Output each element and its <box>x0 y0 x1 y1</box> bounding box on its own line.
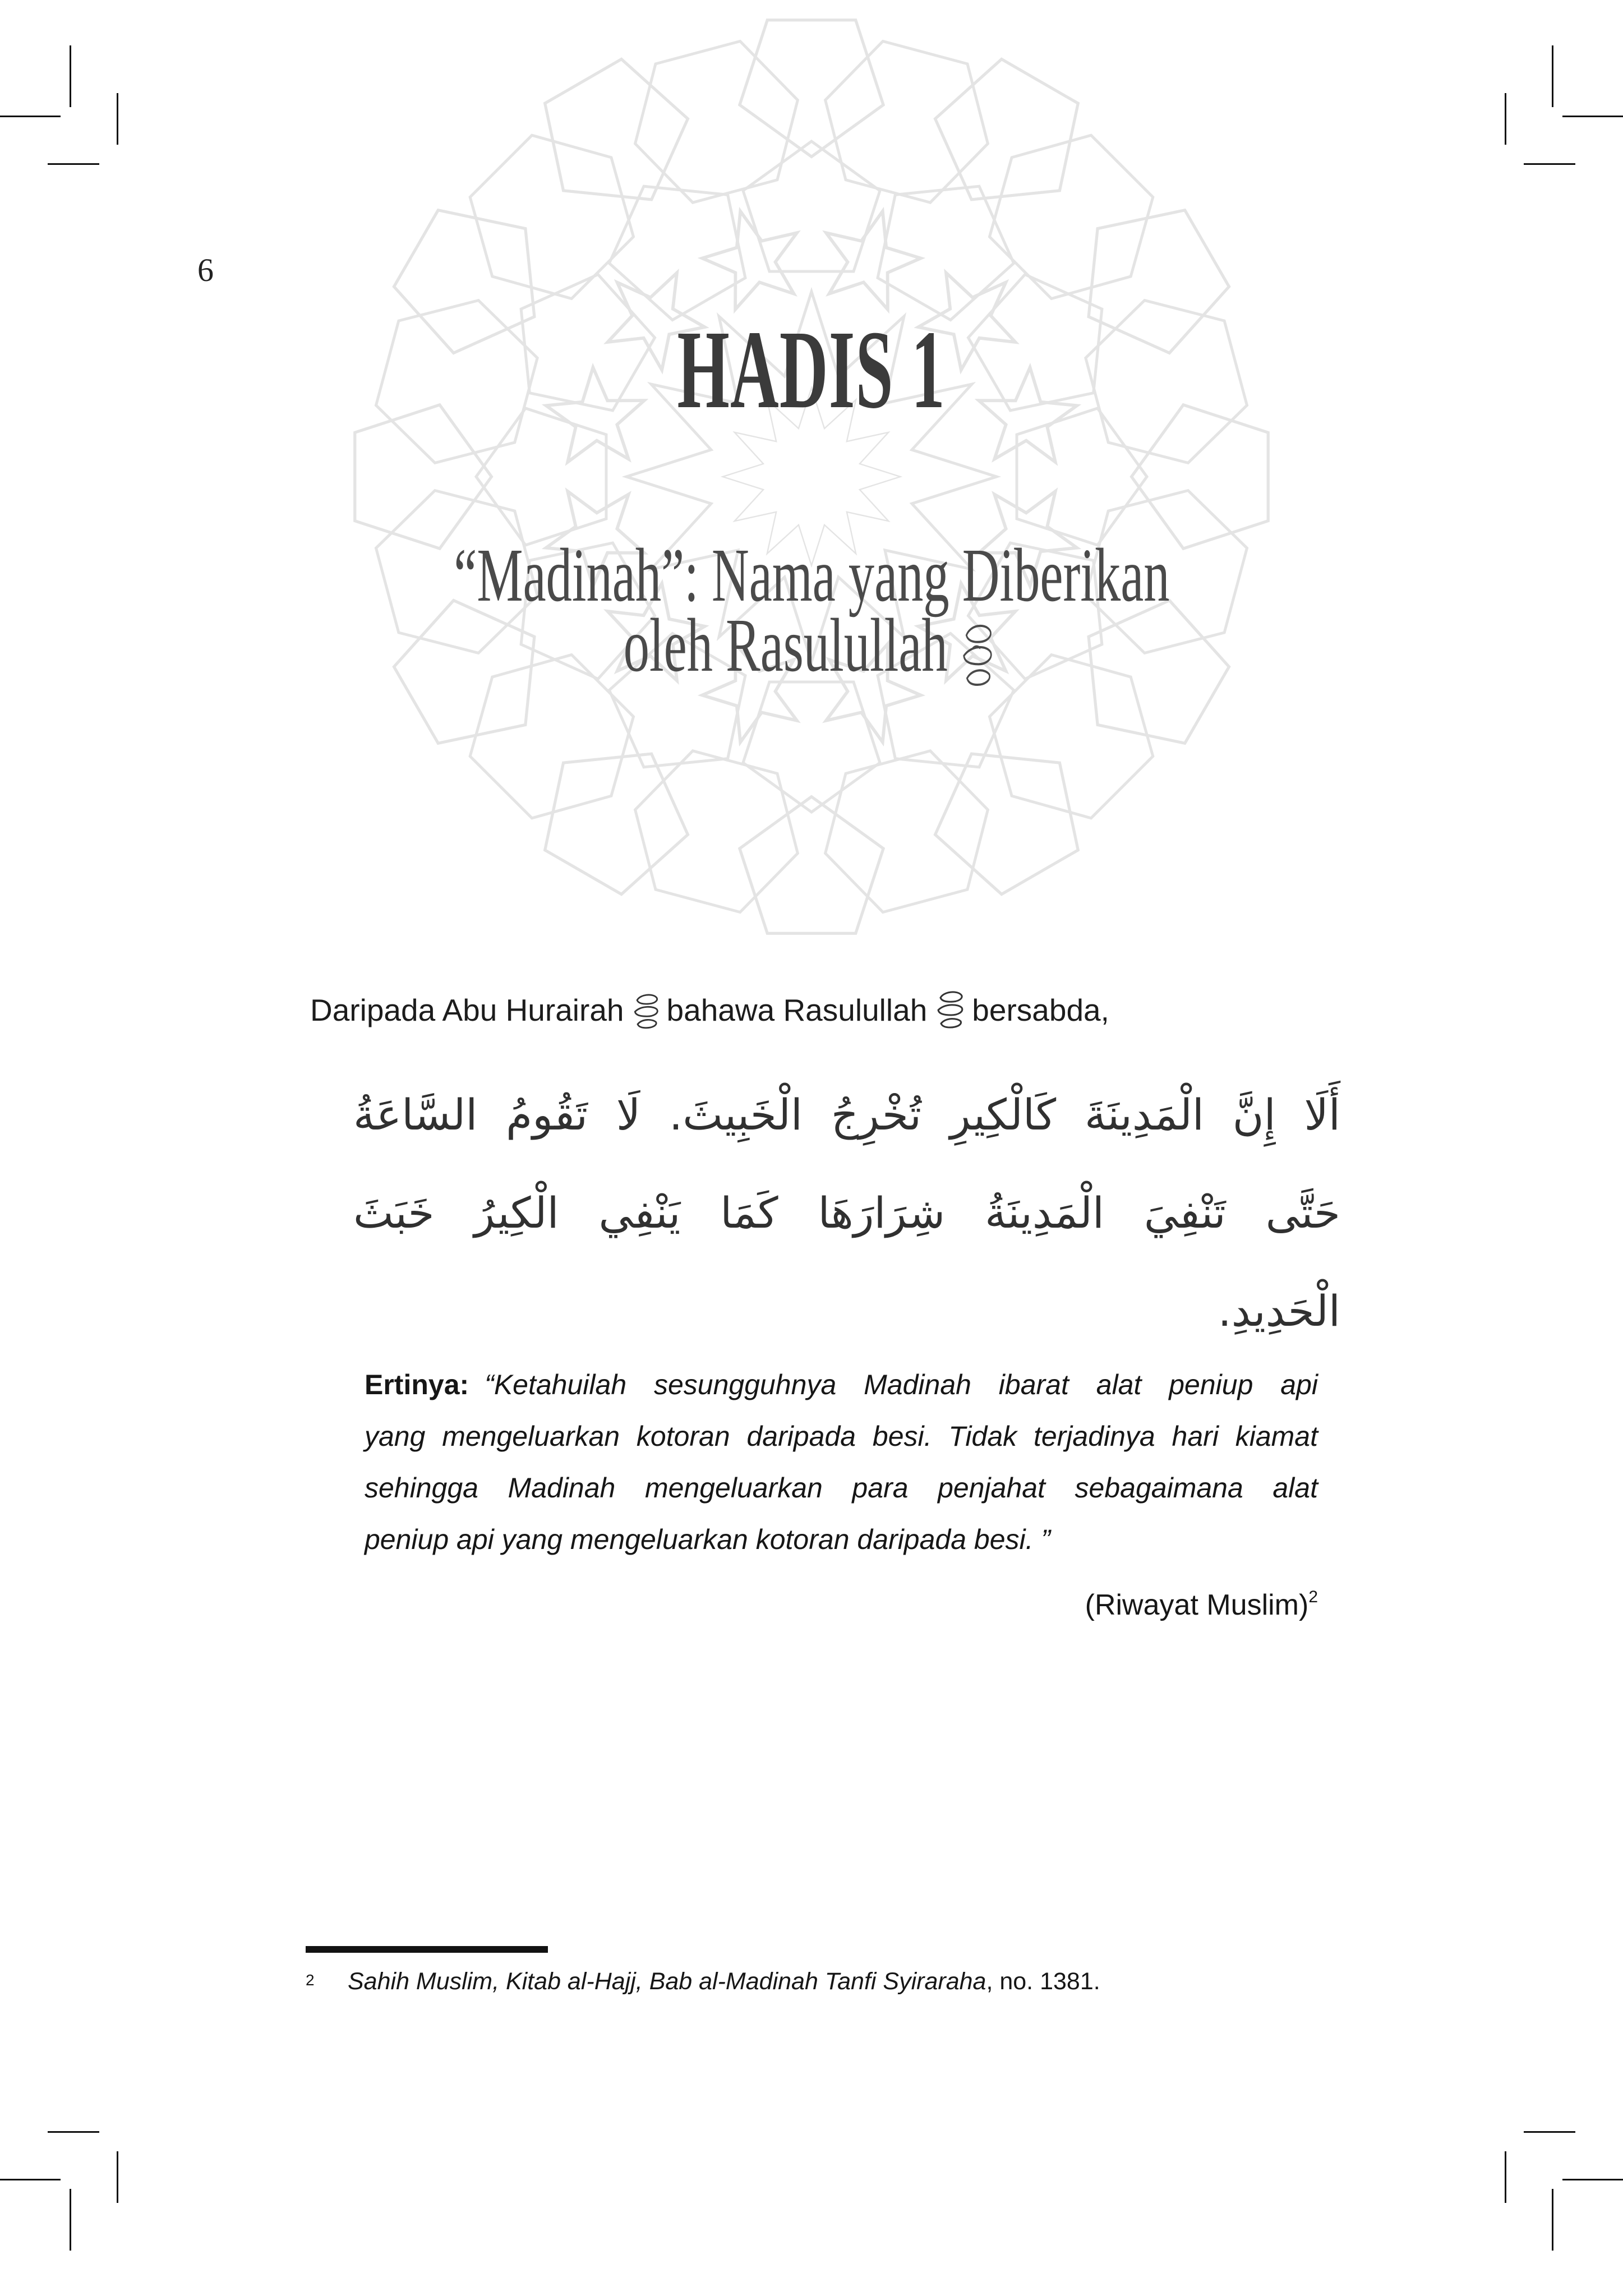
narration-part1: Daripada Abu Hurairah <box>310 993 624 1027</box>
subtitle-line2: oleh Rasulullah <box>623 603 948 688</box>
hadith-source <box>365 1580 1318 1622</box>
footnote-reference-italic: Sahih Muslim, Kitab al-Hajj, Bab al-Madinah Tanfi Syiraraha <box>348 1968 986 1995</box>
crop-mark <box>1505 93 1506 145</box>
chapter-subtitle <box>0 533 1623 688</box>
crop-mark <box>1552 45 1553 107</box>
crop-mark <box>1524 2131 1575 2133</box>
crop-mark <box>0 2179 61 2180</box>
hadith-translation <box>365 1359 1318 1565</box>
hadith-arabic-line2: حَتَّى تَنْفِيَ الْمَدِينَةُ شِرَارَهَا كَمَا يَنْفِي الْكِيرُ خَبَثَ <box>353 1188 1340 1238</box>
translation-line4: peniup api yang mengeluarkan kotoran daripada besi. ” <box>365 1524 1051 1555</box>
radiallahu-anhu-icon <box>630 992 661 1030</box>
ertinya-label: Ertinya: <box>365 1369 469 1400</box>
chapter-title <box>0 308 1623 432</box>
narration-part3: bersabda, <box>972 993 1109 1027</box>
footnote <box>306 1966 1340 1997</box>
footnote-marker: 2 <box>306 1971 315 1989</box>
subtitle-line1: “Madinah”: Nama yang Diberikan <box>453 533 1170 617</box>
footnote-ref: 2 <box>1308 1588 1318 1606</box>
crop-mark <box>1524 163 1575 165</box>
crop-mark <box>70 2189 71 2251</box>
crop-mark <box>70 45 71 107</box>
crop-mark <box>1552 2189 1553 2251</box>
translation-line3: sehingga Madinah mengeluarkan para penjahat sebagaimana alat <box>365 1472 1318 1504</box>
crop-mark <box>1505 2151 1506 2203</box>
sallallahu-alayhi-wasallam-icon <box>933 988 966 1030</box>
crop-mark <box>48 163 99 165</box>
sallallahu-alayhi-wasallam-icon <box>957 620 995 688</box>
hadith-arabic <box>353 1066 1340 1360</box>
crop-mark <box>1562 116 1623 117</box>
narration-part2: bahawa Rasulullah <box>666 993 928 1027</box>
crop-mark <box>117 2151 118 2203</box>
crop-mark <box>1562 2179 1623 2180</box>
page-number: 6 <box>197 252 214 288</box>
crop-mark <box>0 116 61 117</box>
hadith-arabic-line1: أَلَا إِنَّ الْمَدِينَةَ كَالْكِيرِ تُخْرِجُ الْخَبِيثَ. لَا تَقُومُ السَّاعَةُ <box>353 1090 1340 1140</box>
islamic-geometric-pattern <box>307 11 1316 942</box>
translation-line2: yang mengeluarkan kotoran daripada besi. Tidak terjadinya hari kiamat <box>365 1421 1318 1452</box>
crop-mark <box>117 93 118 145</box>
crop-mark <box>48 2131 99 2133</box>
chapter-title-text: HADIS 1 <box>677 308 946 432</box>
footnote-rule <box>306 1946 548 1953</box>
footnote-reference-number: , no. 1381. <box>986 1968 1100 1995</box>
hadith-arabic-line3: الْحَدِيدِ. <box>1218 1286 1340 1336</box>
narration-line <box>310 988 1342 1030</box>
translation-line1: “Ketahuilah sesungguhnya Madinah ibarat alat peniup api <box>485 1369 1318 1400</box>
source-text: (Riwayat Muslim) <box>1085 1589 1309 1621</box>
